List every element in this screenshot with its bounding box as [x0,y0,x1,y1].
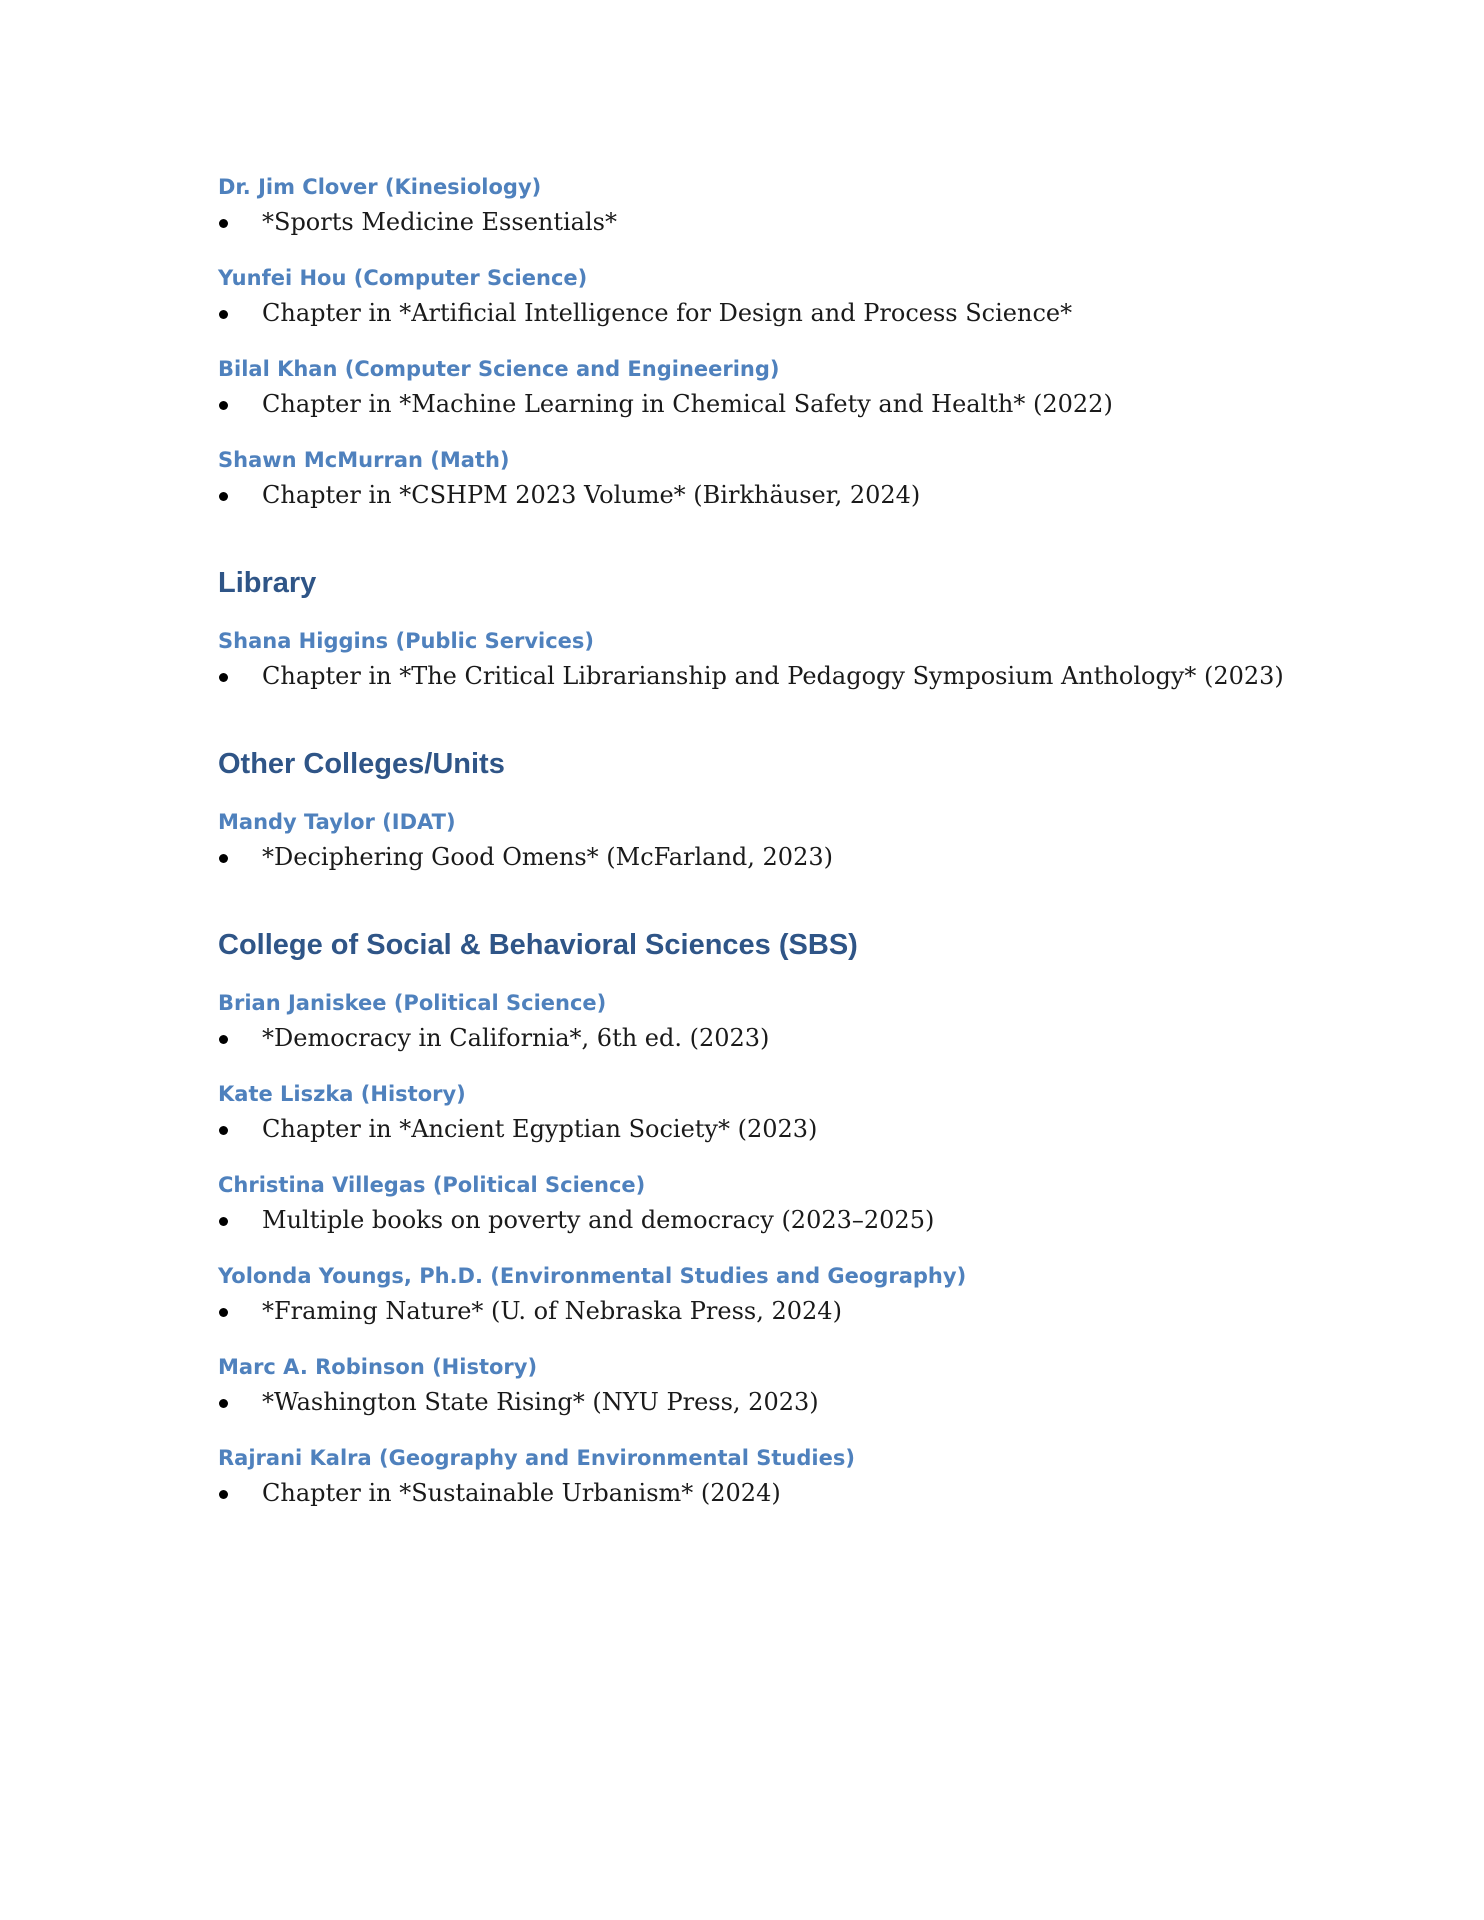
bullet-icon [219,1035,228,1044]
entry [218,1261,1318,1328]
bullet-icon [219,1217,228,1226]
bullet-icon [219,1399,228,1408]
section-heading-sbs: College of Social & Behavioral Sciences (SBS) [218,929,858,961]
work-title: *Washington State Rising* (NYU Press, 2023) [262,1388,819,1416]
work-item [218,1477,1318,1510]
bullet-icon [219,1126,228,1135]
work-list [218,479,1318,512]
bullet-icon [219,492,228,501]
work-list [218,1295,1318,1328]
faculty-name: Dr. Jim Clover (Kinesiology) [218,175,542,199]
work-item [218,388,1318,421]
work-title: Chapter in *Artificial Intelligence for Design and Process Science* [262,299,1073,327]
work-list [218,388,1318,421]
faculty-name: Yunfei Hou (Computer Science) [218,266,588,290]
section-heading-other-colleges: Other Colleges/Units [218,748,505,780]
section-other-colleges [218,745,1318,874]
bullet-icon [219,1490,228,1499]
work-title: Chapter in *Sustainable Urbanism* (2024) [262,1479,781,1507]
bullet-icon [219,673,228,682]
work-title: *Deciphering Good Omens* (McFarland, 2023) [262,843,833,871]
document-content [218,172,1318,1562]
entry [218,1170,1318,1237]
work-list [218,1477,1318,1510]
work-list [218,841,1318,874]
work-list [218,1204,1318,1237]
faculty-name: Yolonda Youngs, Ph.D. (Environmental Studies and Geography) [218,1264,967,1288]
faculty-name: Mandy Taylor (IDAT) [218,810,456,834]
work-item [218,297,1318,330]
faculty-name: Marc A. Robinson (History) [218,1355,538,1379]
faculty-name: Shawn McMurran (Math) [218,448,510,472]
work-title: *Sports Medicine Essentials* [262,208,617,236]
entry [218,988,1318,1055]
faculty-name: Rajrani Kalra (Geography and Environmental Studies) [218,1446,855,1470]
work-title: Chapter in *Machine Learning in Chemical Safety and Health* (2022) [262,390,1113,418]
work-list [218,1022,1318,1055]
section-heading-library: Library [218,567,317,599]
faculty-name: Christina Villegas (Political Science) [218,1173,646,1197]
bullet-icon [219,854,228,863]
work-item [218,479,1318,512]
faculty-name: Bilal Khan (Computer Science and Engineering) [218,357,780,381]
entry [218,626,1318,693]
work-item [218,1022,1318,1055]
entry [218,1443,1318,1510]
work-title: Chapter in *CSHPM 2023 Volume* (Birkhäuser, 2024) [262,481,921,509]
work-list [218,660,1318,693]
section-sbs [218,926,1318,1510]
faculty-name: Shana Higgins (Public Services) [218,629,595,653]
work-list [218,1113,1318,1146]
work-list [218,206,1318,239]
bullet-icon [219,1308,228,1317]
faculty-name: Brian Janiskee (Political Science) [218,991,607,1015]
section-continued-faculty [218,172,1318,512]
section-library [218,564,1318,693]
work-item [218,1204,1318,1237]
work-title: Chapter in *Ancient Egyptian Society* (2023) [262,1115,818,1143]
work-list [218,297,1318,330]
work-list [218,1386,1318,1419]
bullet-icon [219,401,228,410]
entry [218,445,1318,512]
entry [218,807,1318,874]
entry [218,1079,1318,1146]
work-item [218,660,1318,693]
work-item [218,1386,1318,1419]
work-item [218,841,1318,874]
bullet-icon [219,310,228,319]
work-title: *Democracy in California*, 6th ed. (2023) [262,1024,770,1052]
bullet-icon [219,219,228,228]
faculty-name: Kate Liszka (History) [218,1082,466,1106]
entry [218,1352,1318,1419]
work-title: Multiple books on poverty and democracy (2023–2025) [262,1206,935,1234]
work-item [218,1113,1318,1146]
entry [218,263,1318,330]
work-item [218,1295,1318,1328]
work-title: Chapter in *The Critical Librarianship and Pedagogy Symposium Anthology* (2023) [262,662,1284,690]
work-item [218,206,1318,239]
work-title: *Framing Nature* (U. of Nebraska Press, 2024) [262,1297,842,1325]
entry [218,172,1318,239]
entry [218,354,1318,421]
